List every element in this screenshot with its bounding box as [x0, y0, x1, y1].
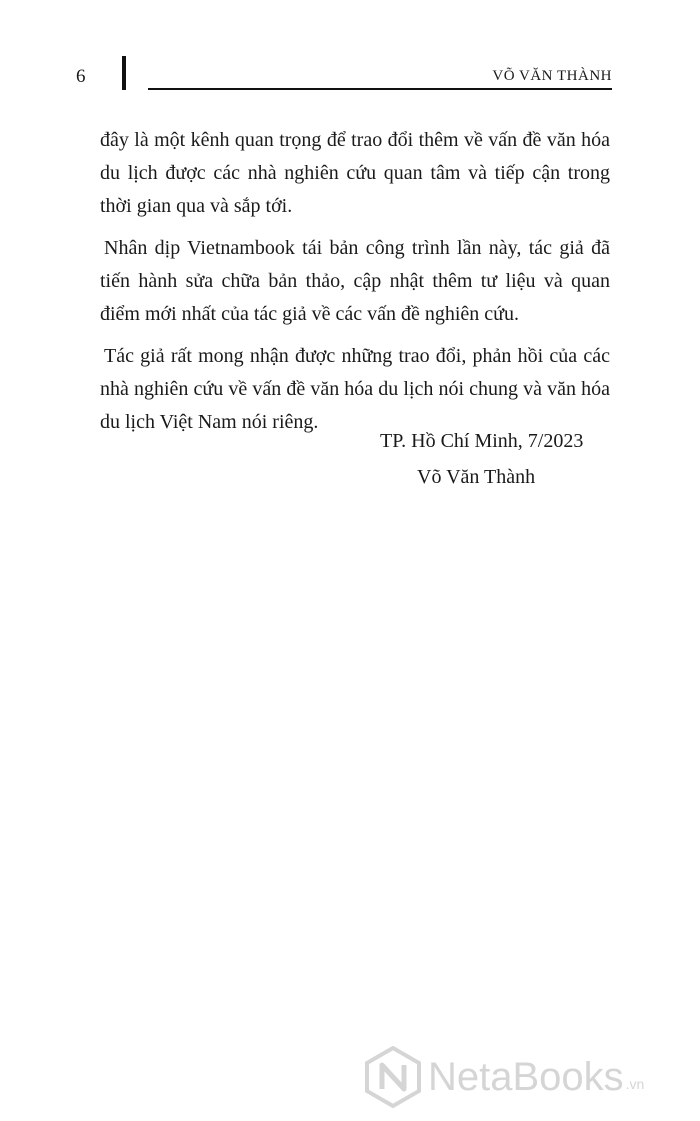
paragraph-1: đây là một kênh quan trọng để trao đổi thêm về vấn đề văn hóa du lịch được các nhà nghiên cứu quan tâm và tiếp cận trong thời gian qua và sắp tới.: [100, 129, 610, 217]
watermark-suffix: .vn: [625, 1076, 645, 1092]
header-vertical-bar: [122, 56, 126, 90]
page-number: 6: [76, 66, 86, 87]
netabooks-logo-icon: [362, 1046, 424, 1108]
running-head: VÕ VĂN THÀNH: [492, 68, 612, 84]
signature-author: Võ Văn Thành: [417, 466, 536, 488]
watermark: [362, 1046, 644, 1108]
paragraph-2-text: Nhân dịp Vietnambook tái bản công trình lần này, tác giả đã tiến hành sửa chữa bản thảo, cập nhật thêm tư liệu và quan điểm mới nhất của tác giả về các vấn đề nghiên cứu.: [100, 237, 610, 325]
paragraph-3-text: Tác giả rất mong nhận được những trao đổi, phản hồi của các nhà nghiên cứu về vấn đề văn hóa du lịch nói chung và văn hóa du lịch Việt Nam nói riêng.: [100, 345, 610, 433]
watermark-brand: NetaBooks: [428, 1054, 624, 1099]
signature-place-date: TP. Hồ Chí Minh, 7/2023: [380, 430, 584, 452]
header-rule: [148, 88, 612, 90]
paragraph-2: [100, 232, 610, 331]
body-text: [100, 124, 610, 448]
